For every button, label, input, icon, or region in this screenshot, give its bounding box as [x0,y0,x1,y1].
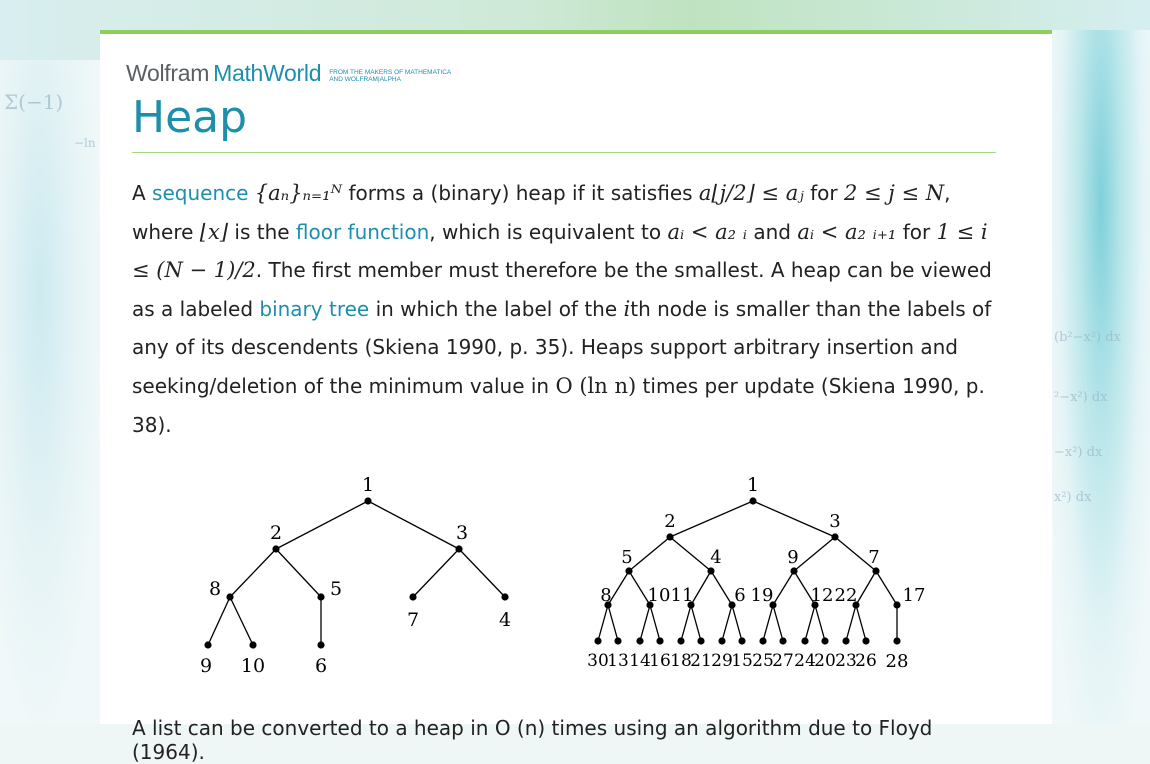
node-label: 10 [240,655,266,677]
tree-node [738,637,745,644]
node-label: 1 [361,474,375,496]
node-label: 12 [810,585,834,606]
node-label: 3 [829,511,841,532]
tree-edge [856,571,876,605]
tree-node [625,567,632,574]
node-label: 24 [794,651,816,671]
node-label: 21 [690,651,712,671]
link-floor-function[interactable]: floor function [295,219,430,244]
tree-edge [691,605,701,641]
node-label: 9 [787,547,799,568]
background-decoration-right [1052,30,1150,724]
tree-node [893,637,900,644]
math-floor: ⌊x⌋ [199,219,229,244]
node-label: 5 [329,578,343,600]
node-label: 6 [734,585,746,606]
logo-tagline: FROM THE MAKERS OF MATHEMATICA AND WOLFRAM|ALPHA [329,69,452,83]
page-title: Heap [132,92,248,143]
tree-node [718,637,725,644]
node-label: 18 [670,651,692,671]
node-label: 11 [670,585,694,606]
node-label: 17 [902,585,926,606]
tree-node [317,641,324,648]
node-label: 23 [835,651,857,671]
background-decoration-left [0,60,100,724]
tree-edge [598,605,608,641]
heap-figure [100,461,1052,706]
heap-tree-small [200,474,511,677]
tree-edge [459,549,505,597]
tree-node [636,637,643,644]
tree-edge [276,501,368,549]
node-label: 19 [750,585,774,606]
node-label: 15 [731,651,753,671]
node-label: 13 [607,651,629,671]
tree-edge [846,605,856,641]
node-label: 8 [208,578,222,600]
tree-edge [681,605,691,641]
tree-edge [794,537,835,571]
tree-edge [711,571,732,605]
node-label: 28 [885,651,909,672]
tree-node [759,637,766,644]
tree-edge [732,605,742,641]
node-label: 8 [600,585,612,606]
tree-node [677,637,684,644]
next-paragraph: A list can be converted to a heap in O (n) times using an algorithm due to Floyd (1964). [132,716,933,764]
node-label: 5 [621,547,633,568]
tree-node [707,567,714,574]
tree-node [614,637,621,644]
tree-node [317,593,324,600]
tree-node [455,545,462,552]
title-divider [132,152,996,153]
tree-node [364,497,371,504]
background-formula-fragment: −ln [74,136,96,150]
node-label: 9 [199,655,213,677]
tree-node [226,593,233,600]
tree-edge [763,605,773,641]
tree-node [249,641,256,648]
tree-node [842,637,849,644]
logo-wolfram: Wolfram [126,60,210,86]
heap-tree-large [587,474,925,672]
tree-edge [629,537,670,571]
node-label: 22 [834,585,858,606]
tree-edge [650,605,660,641]
node-label: 6 [314,655,328,677]
tree-node [501,593,508,600]
node-label: 7 [406,609,420,631]
site-logo[interactable] [126,60,451,87]
node-label: 26 [855,651,877,671]
node-label: 4 [498,609,512,631]
node-label: 14 [629,651,651,671]
node-label: 30 [587,651,609,671]
background-sum-symbol: Σ(−1) [4,90,64,114]
tree-edge [368,501,459,549]
math-index-range: 2 ≤ j ≤ N [844,181,945,205]
tree-edge [670,501,753,537]
tree-edge [640,605,650,641]
tree-node [790,567,797,574]
tree-edge [773,571,794,605]
tree-edge [230,549,276,597]
node-label: 25 [752,651,774,671]
link-binary-tree[interactable]: binary tree [259,296,370,321]
tree-edge [276,549,321,597]
background-formula-fragment: ²−x²) dx [1054,390,1108,405]
tree-edge [608,605,618,641]
tree-edge [815,605,825,641]
node-label: 4 [710,547,722,568]
background-formula-fragment: −x²) dx [1054,445,1103,460]
tree-edge [208,597,230,645]
tree-edge [670,537,711,571]
node-label: 2 [664,511,676,532]
node-label: 2 [269,522,283,544]
node-label: 1 [746,474,760,496]
tree-node [831,533,838,540]
tree-edge [805,605,815,641]
node-label: 29 [711,651,733,671]
math-right-child: aᵢ < a₂ ᵢ₊₁ [797,219,897,244]
article-card [100,30,1052,764]
tree-node [409,593,416,600]
tree-edge [856,605,866,641]
tree-node [594,637,601,644]
tree-edge [691,571,711,605]
background-formula-fragment: x²) dx [1054,490,1092,505]
node-label: 27 [772,651,794,671]
tree-node [872,567,879,574]
tree-edge [230,597,253,645]
tree-node [779,637,786,644]
tree-node [862,637,869,644]
background-formula-fragment: (b²−x²) dx [1054,330,1121,345]
article-paragraph: A sequence {aₙ}ₙ₌₁ᴺ forms a (binary) heap if it satisfies a⌊j/2⌋ ≤ aⱼ for 2 ≤ j ≤ N, where ⌊x⌋ is the floor function, which is equivalent to aᵢ < a₂ ᵢ and aᵢ < a₂ ᵢ₊₁ for 1 ≤ i ≤ (N − 1)/2. The first member must therefore be the smallest. A heap can be viewed as a labeled binary tree in which the label of the ith node is smaller than the labels of any of its descendents (Skiena 1990, p. 35). Heaps support arbitrary insertion and seeking/deletion of the minimum value in O (ln n) times per update (Skiena 1990, p. 38). [132,181,992,437]
tree-node [749,497,756,504]
math-i: i [623,296,631,321]
node-label: 7 [868,547,880,568]
tree-edge [876,571,897,605]
tree-node [697,637,704,644]
link-sequence[interactable]: sequence [152,181,249,205]
math-left-child: aᵢ < a₂ ᵢ [667,219,747,244]
math-i-range: 1 ≤ i ≤ (N − 1)/2 [132,219,988,283]
tree-node [204,641,211,648]
tree-node [893,601,900,608]
tree-node [821,637,828,644]
math-heap-condition: a⌊j/2⌋ ≤ aⱼ [698,181,804,205]
tree-node [666,533,673,540]
node-label: 10 [647,585,671,606]
tree-edge [773,605,783,641]
node-label: 3 [455,522,469,544]
math-complexity: O (ln n) [555,373,637,398]
node-label: 20 [814,651,836,671]
tree-node [272,545,279,552]
tree-edge [413,549,459,597]
tree-node [801,637,808,644]
math-sequence: {aₙ}ₙ₌₁ᴺ [254,181,343,205]
node-label: 16 [649,651,671,671]
logo-mathworld: MathWorld [213,60,322,86]
tree-edge [753,501,835,537]
tree-node [656,637,663,644]
tree-edge [722,605,732,641]
